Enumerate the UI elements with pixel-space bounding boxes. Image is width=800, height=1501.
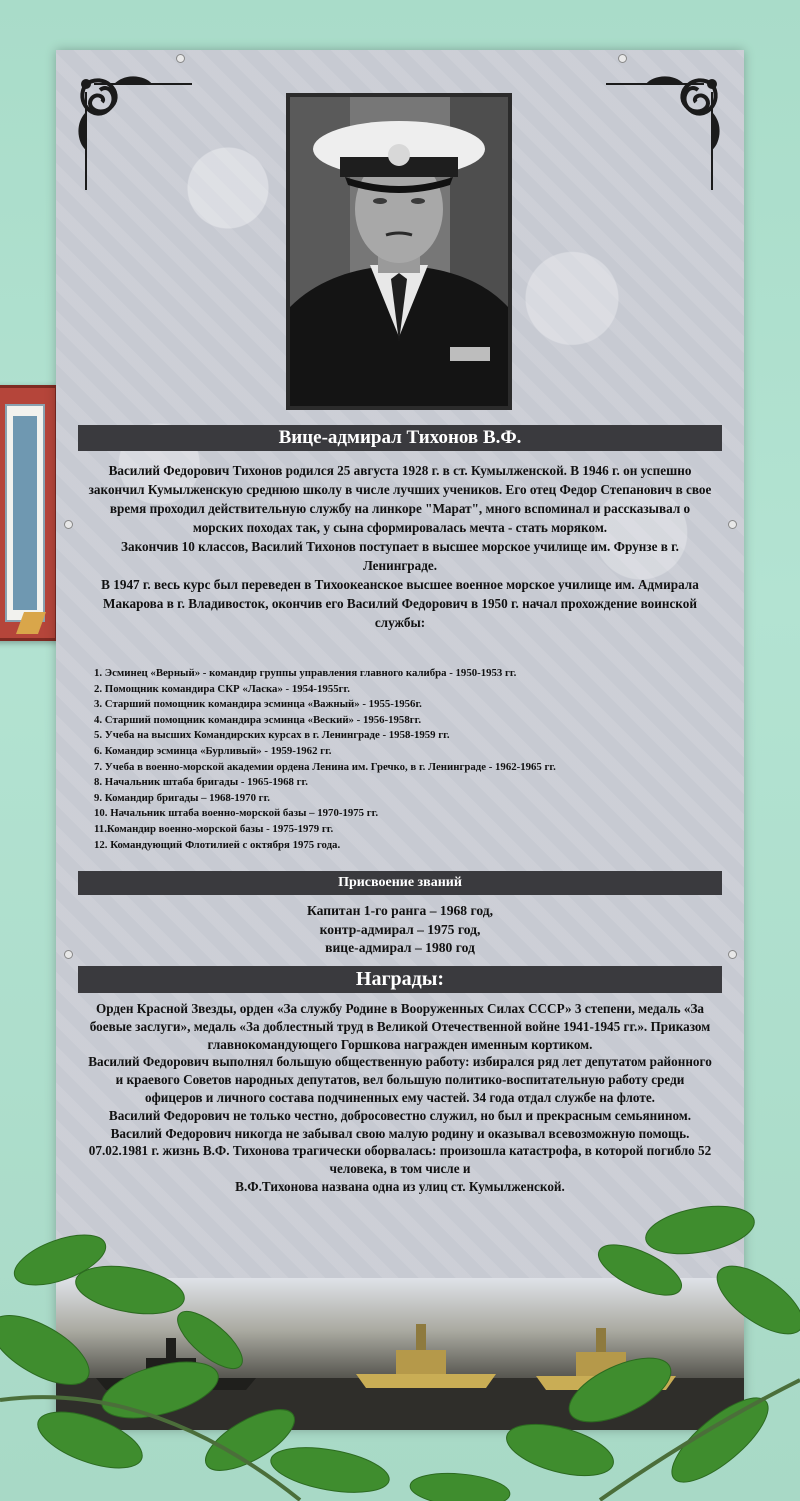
awards-paragraph: 07.02.1981 г. жизнь В.Ф. Тихонова трагически оборвалась: произошла катастрофа, в которой погибло 52 человека, в том числе и — [88, 1143, 712, 1177]
list-item: 3. Старший помощник командира эсминца «Важный» - 1955-1956г. — [94, 698, 422, 711]
list-item: 12. Командующий Флотилией с октября 1975 года. — [94, 838, 341, 851]
awards-paragraph: Орден Красной Звезды, орден «За службу Родине в Вооруженных Силах СССР» 3 степени, медаль «За боевые заслуги», медаль «За доблестный труд в Великой Отечественной войне 1941-1945 гг.». Приказом главнокомандующего Горшкова награжден именным кортиком. — [89, 1001, 711, 1052]
awards-paragraph: Василий Федорович выполнял большую общественную работу: избирался ряд лет депутатом районного и краевого Советов народных депутатов, вел большую политико-воспитательную работу среди офицеров и личного состава подчиненных ему частей. 34 года отдал службе на флоте. — [88, 1054, 712, 1105]
list-item: 2. Помощник командира СКР «Ласка» - 1954-1955гг. — [94, 682, 350, 695]
bio-paragraph: Закончив 10 классов, Василий Тихонов поступает в высшее морское училище им. Фрунзе в г. Ленинграде. — [121, 539, 679, 573]
list-item: 7. Учеба в военно-морской академии ордена Ленина им. Гречко, в г. Ленинграде - 1962-1965 гг. — [94, 760, 556, 773]
list-item: 9. Командир бригады – 1968-1970 гг. — [94, 791, 270, 804]
rank-item: вице-адмирал – 1980 год — [325, 940, 475, 955]
rank-item: контр-адмирал – 1975 год, — [319, 921, 481, 937]
bio-paragraph: Василий Федорович Тихонов родился 25 августа 1928 г. в ст. Кумылженской. В 1946 г. он успешно закончил Кумылженскую среднюю школу в числе лучших учеников. Его отец Федор Степанович в свое время проходил действительную службу на линкоре "Марат", много вспоминал и рассказывал о морских походах так, у сына сформировалась мечта - стать моряком. — [88, 463, 712, 535]
list-item: 1. Эсминец «Верный» - командир группы управления главного калибра - 1950-1953 гг. — [94, 667, 517, 679]
list-item: 10. Начальник штаба военно-морской базы – 1970-1975 гг. — [94, 807, 379, 820]
leaf-icon — [642, 1199, 758, 1261]
list-item: 5. Учеба на высших Командирских курсах в г. Ленинграде - 1958-1959 гг. — [94, 729, 450, 742]
awards-heading: Награды: — [78, 966, 722, 993]
leaf-icon — [560, 1345, 680, 1435]
list-item: 8. Начальник штаба бригады - 1965-1968 гг. — [94, 776, 308, 789]
leaf-icon — [501, 1415, 619, 1486]
leaf-icon — [706, 1253, 800, 1346]
leaf-icon — [0, 1302, 100, 1399]
awards-paragraph: Василий Федорович не только честно, добросовестно служил, но был и прекрасным семьянином. — [108, 1107, 692, 1123]
page-title: Вице-адмирал Тихонов В.Ф. — [78, 425, 722, 451]
leaf-icon — [72, 1259, 188, 1321]
list-item: 4. Старший помощник командира эсминца «Веский» - 1956-1958гг. — [94, 713, 422, 726]
leaf-icon — [409, 1470, 511, 1501]
awards-paragraph: Василий Федорович никогда не забывал свою малую родину и оказывал всевозможную помощь. — [110, 1125, 690, 1141]
rank-item: Капитан 1-го ранга – 1968 год, — [306, 903, 494, 918]
ranks-heading: Присвоение званий — [78, 871, 722, 895]
list-item: 6. Командир эсминца «Бурливый» - 1959-1962 гг. — [94, 744, 332, 757]
bio-paragraph: В 1947 г. весь курс был переведен в Тихоокеанское высшее военное морское училище им. Адмирала Макарова в г. Владивосток, окончив его Василий Федорович в 1950 г. начал прохождение воинской службы: — [101, 577, 699, 630]
awards-paragraph: В.Ф.Тихонова названа одна из улиц ст. Кумылженской. — [235, 1178, 565, 1194]
list-item: 11.Командир военно-морской базы - 1975-1979 гг. — [94, 822, 334, 835]
